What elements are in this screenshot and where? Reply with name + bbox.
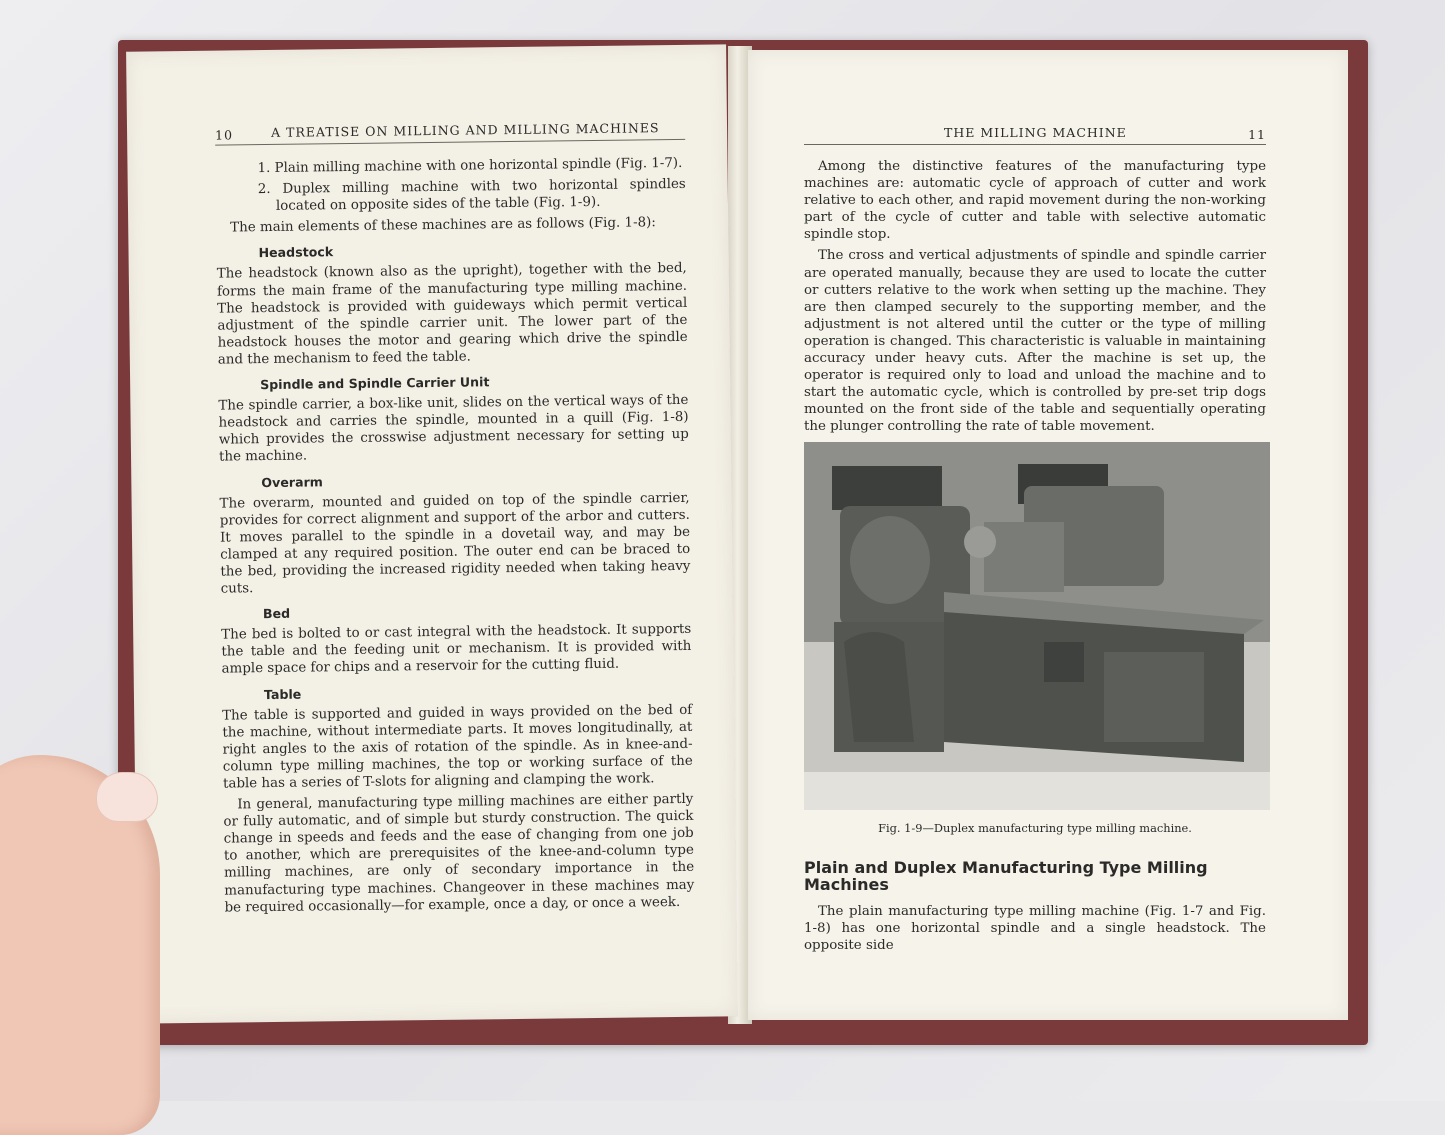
section-heading-spindle-carrier: Spindle and Spindle Carrier Unit	[260, 374, 490, 393]
paragraph-features: Among the distinctive features of the manufacturing type machines are: automatic cycle of approach of cutter and work relative to each other, and rapid movement during the non-working part of the cycle of cutter and table with selective automatic spindle stop.	[804, 159, 1266, 243]
section-heading-plain-duplex: Plain and Duplex Manufacturing Type Milling Machines	[804, 857, 1208, 894]
milling-machine-illustration	[804, 442, 1270, 810]
section-text-spindle-carrier: The spindle carrier, a box-like unit, slides on the vertical ways of the headstock and carries the spindle, mounted in a quill (Fig. 1-8) which provides the crosswise adjustment necessary for setting up the machine.	[218, 392, 689, 466]
section-heading-headstock: Headstock	[258, 244, 334, 261]
section-text-headstock: The headstock (known also as the upright), together with the bed, forms the main frame of the manufacturing type milling machine. The headstock is provided with guideways which permit vertical adjustment of the spindle carrier unit. The lower part of the headstock houses the motor and gearing which drive the spindle and the mechanism to feed the table.	[216, 261, 688, 368]
machine-photograph	[804, 442, 1270, 810]
left-running-head	[215, 117, 685, 146]
figure-caption: Fig. 1-9—Duplex manufacturing type milling machine.	[878, 820, 1192, 835]
section-heading-overarm: Overarm	[261, 473, 323, 490]
right-page	[748, 50, 1348, 1020]
right-page-number: 11	[1248, 127, 1266, 142]
list-item: 1. Plain milling machine with one horizontal spindle (Fig. 1-7).	[257, 155, 683, 177]
left-page	[126, 44, 738, 1023]
section-text-bed: The bed is bolted to or cast integral with the headstock. It supports the table and the feeding unit or mechanism. It is provided with ample space for chips and a reservoir for the cutting fluid.	[221, 622, 692, 678]
thumbnail-nail	[96, 772, 158, 822]
section-text-table: The table is supported and guided in ways provided on the bed of the machine, without intermediate parts. It moves longitudinally, at right angles to the axis of rotation of the spindle. As in knee-and-column type milling machines, the top or working surface of the table has a series of T-slots for aligning and clamping the work.	[222, 702, 693, 792]
right-running-title: THE MILLING MACHINE	[944, 125, 1127, 140]
intro-paragraph: The main elements of these machines are as follows (Fig. 1-8):	[230, 215, 656, 236]
left-page-content	[215, 155, 694, 920]
paragraph-adjustments: The cross and vertical adjustments of spindle and spindle carrier are operated manually, because they are used to locate the cutter or cutters relative to the work when setting up the machine. They are then clamped securely to the supporting member, and the adjustment is not altered until the cutter or the type of milling operation is changed. This characteristic is valuable in maintaining accuracy under heavy cuts. After the machine is set up, the operator is required only to load and unload the machine and to start the automatic cycle, which is controlled by pre-set trip dogs mounted on the front side of the table and sequentially operating the plunger controlling the rate of table movement.	[804, 248, 1266, 435]
section-text-overarm: The overarm, mounted and guided on top of the spindle carrier, provides for correct alignment and support of the arbor and cutters. It moves parallel to the spindle in a dovetail way, and may be clamped at any required position. The outer end can be braced to the bed, providing the increased rigidity needed when taking heavy cuts.	[219, 490, 691, 597]
list-item: 2. Duplex milling machine with two horizontal spindles located on opposite sides of the table (Fig. 1-9).	[257, 176, 686, 215]
left-running-title: A TREATISE ON MILLING AND MILLING MACHINES	[270, 120, 660, 140]
section-heading-bed: Bed	[262, 605, 291, 622]
paragraph-plain-machine: The plain manufacturing type milling machine (Fig. 1-7 and Fig. 1-8) has one horizontal spindle and a single headstock. The opposite side	[804, 903, 1266, 953]
left-page-number: 10	[215, 127, 234, 143]
closing-paragraph: In general, manufacturing type milling machines are either partly or fully automatic, and of simple but sturdy construction. The quick change in speeds and feeds and the ease of changing from one job to another, which are prerequisites of the knee-and-column type milling machines, are only of secondary importance in the manufacturing type machines. Changeover in these machines may be required occasionally—for example, once a day, or once a week.	[223, 791, 695, 916]
section-heading-table: Table	[263, 686, 302, 702]
right-running-head	[804, 122, 1266, 145]
right-page-content	[804, 158, 1266, 958]
